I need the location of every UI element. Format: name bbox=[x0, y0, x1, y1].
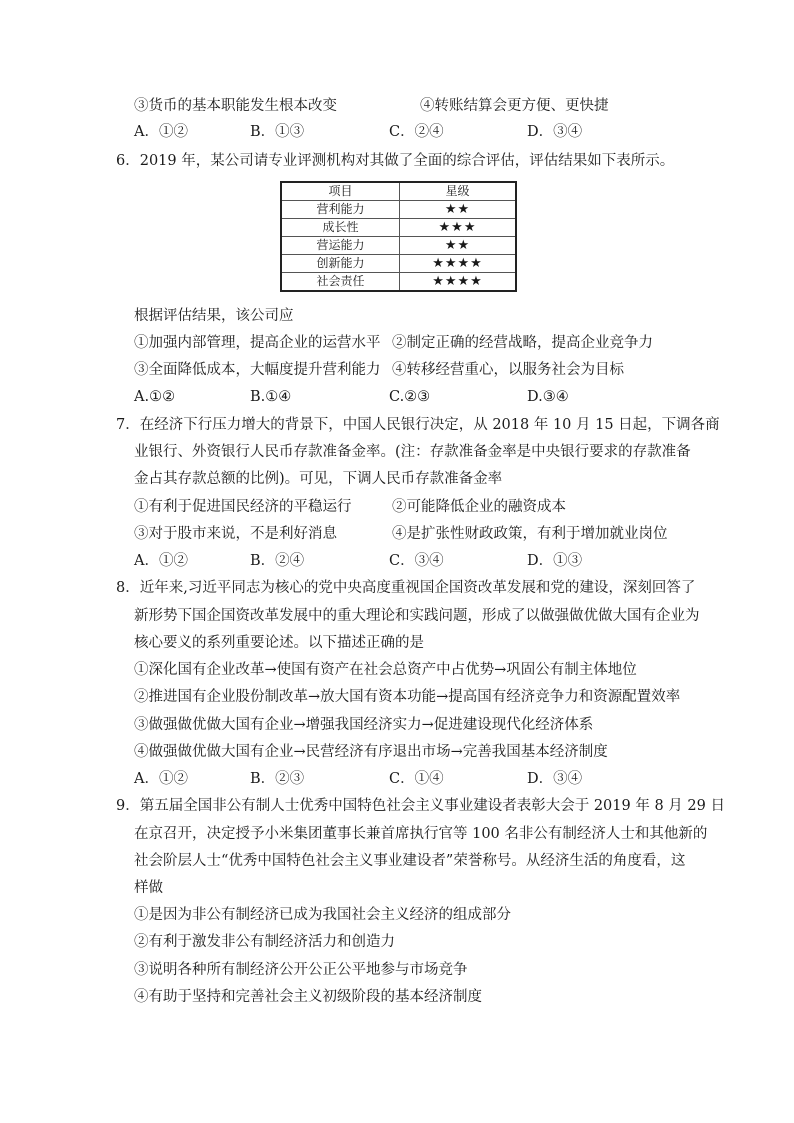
q5-option-b[interactable]: B．①③ bbox=[250, 124, 305, 140]
table-cell-item: 创新能力 bbox=[281, 255, 400, 273]
q6-option-b[interactable]: B.①④ bbox=[250, 389, 292, 405]
q7-statement-4: ④是扩张性财政政策，有利于增加就业岗位 bbox=[392, 526, 668, 542]
q9-stem-line-2: 在京召开，决定授予小米集团董事长兼首席执行官等 100 名非公有制经济人士和其他新的 bbox=[134, 826, 708, 842]
table-cell-stars: ★★★ bbox=[400, 219, 517, 237]
q6-statement-2: ②制定正确的经营战略，提高企业竞争力 bbox=[392, 335, 653, 351]
q9-stem-line-4: 样做 bbox=[134, 880, 163, 896]
q8-statement-1: ①深化国有企业改革→使国有资产在社会总资产中占优势→巩固公有制主体地位 bbox=[134, 662, 637, 678]
q8-stem-line-1: 8．近年来,习近平同志为核心的党中央高度重视国企国资改革发展和党的建设，深刻回答了 bbox=[116, 580, 696, 596]
table-cell-stars: ★★ bbox=[400, 201, 517, 219]
q6-statement-4: ④转移经营重心，以服务社会为目标 bbox=[392, 362, 624, 378]
q9-statement-1: ①是因为非公有制经济已成为我国社会主义经济的组成部分 bbox=[134, 907, 511, 923]
table-row bbox=[281, 273, 516, 292]
q5-statement-3: ③货币的基本职能发生根本改变 bbox=[134, 98, 337, 114]
table-row bbox=[281, 237, 516, 255]
q6-statement-1: ①加强内部管理，提高企业的运营水平 bbox=[134, 335, 381, 351]
q6-option-a[interactable]: A.①② bbox=[134, 389, 176, 405]
q6-statement-3: ③全面降低成本，大幅度提升营利能力 bbox=[134, 362, 381, 378]
q7-option-a[interactable]: A．①② bbox=[134, 553, 188, 569]
q7-statement-2: ②可能降低企业的融资成本 bbox=[392, 499, 566, 515]
q7-option-c[interactable]: C．③④ bbox=[389, 553, 444, 569]
q8-stem-line-2: 新形势下国企国资改革发展中的重大理论和实践问题，形成了以做强做优做大国有企业为 bbox=[134, 608, 700, 624]
q7-stem-line-3: 金占其存款总额的比例)。可见，下调人民币存款准备金率 bbox=[134, 471, 503, 487]
q7-stem-line-2: 业银行、外资银行人民币存款准备金率。(注：存款准备金率是中央银行要求的存款准备 bbox=[134, 444, 691, 460]
table-cell-item: 社会责任 bbox=[281, 273, 400, 292]
q8-option-d[interactable]: D．③④ bbox=[527, 771, 583, 787]
q5-option-d[interactable]: D．③④ bbox=[527, 124, 583, 140]
q9-statement-4: ④有助于坚持和完善社会主义初级阶段的基本经济制度 bbox=[134, 989, 482, 1005]
q5-statement-4: ④转账结算会更方便、更快捷 bbox=[420, 98, 609, 114]
q6-prompt: 根据评估结果，该公司应 bbox=[134, 308, 294, 324]
q7-statement-3: ③对于股市来说，不是利好消息 bbox=[134, 526, 337, 542]
q8-option-a[interactable]: A．①② bbox=[134, 771, 188, 787]
q9-stem-line-3: 社会阶层人士“优秀中国特色社会主义事业建设者”荣誉称号。从经济生活的角度看，这 bbox=[134, 853, 686, 869]
q8-statement-4: ④做强做优做大国有企业→民营经济有序退出市场→完善我国基本经济制度 bbox=[134, 744, 608, 760]
table-header-row bbox=[281, 182, 516, 201]
q9-statement-3: ③说明各种所有制经济公开公正公平地参与市场竞争 bbox=[134, 962, 468, 978]
table-header-rating: 星级 bbox=[400, 182, 517, 201]
table-cell-stars: ★★★★ bbox=[400, 273, 517, 292]
evaluation-table bbox=[280, 181, 517, 292]
table-cell-stars: ★★★★ bbox=[400, 255, 517, 273]
q8-statement-2: ②推进国有企业股份制改革→放大国有资本功能→提高国有经济竞争力和资源配置效率 bbox=[134, 689, 681, 705]
q6-option-d[interactable]: D.③④ bbox=[527, 389, 569, 405]
q8-stem-line-3: 核心要义的系列重要论述。以下描述正确的是 bbox=[134, 635, 424, 651]
table-row bbox=[281, 201, 516, 219]
table-row bbox=[281, 255, 516, 273]
table-header-item: 项目 bbox=[281, 182, 400, 201]
q5-option-c[interactable]: C．②④ bbox=[389, 124, 444, 140]
q6-option-c[interactable]: C.②③ bbox=[389, 389, 431, 405]
q9-statement-2: ②有利于激发非公有制经济活力和创造力 bbox=[134, 934, 395, 950]
q7-option-b[interactable]: B．②④ bbox=[250, 553, 305, 569]
q7-statement-1: ①有利于促进国民经济的平稳运行 bbox=[134, 499, 352, 515]
q9-stem-line-1: 9．第五届全国非公有制人士优秀中国特色社会主义事业建设者表彰大会于 2019 年 8 月 29 日 bbox=[116, 798, 725, 814]
q8-option-b[interactable]: B．②③ bbox=[250, 771, 305, 787]
q7-stem-line-1: 7．在经济下行压力增大的背景下，中国人民银行决定，从 2018 年 10 月 15 日起，下调各商 bbox=[116, 417, 720, 433]
q8-statement-3: ③做强做优做大国有企业→增强我国经济实力→促进建设现代化经济体系 bbox=[134, 717, 594, 733]
table-row bbox=[281, 219, 516, 237]
q6-stem: 6．2019 年，某公司请专业评测机构对其做了全面的综合评估，评估结果如下表所示。 bbox=[116, 153, 675, 169]
q5-option-a[interactable]: A．①② bbox=[134, 124, 188, 140]
q7-option-d[interactable]: D．①③ bbox=[527, 553, 583, 569]
table-cell-item: 营运能力 bbox=[281, 237, 400, 255]
table-cell-item: 成长性 bbox=[281, 219, 400, 237]
table-cell-stars: ★★ bbox=[400, 237, 517, 255]
q8-option-c[interactable]: C．①④ bbox=[389, 771, 444, 787]
table-cell-item: 营利能力 bbox=[281, 201, 400, 219]
